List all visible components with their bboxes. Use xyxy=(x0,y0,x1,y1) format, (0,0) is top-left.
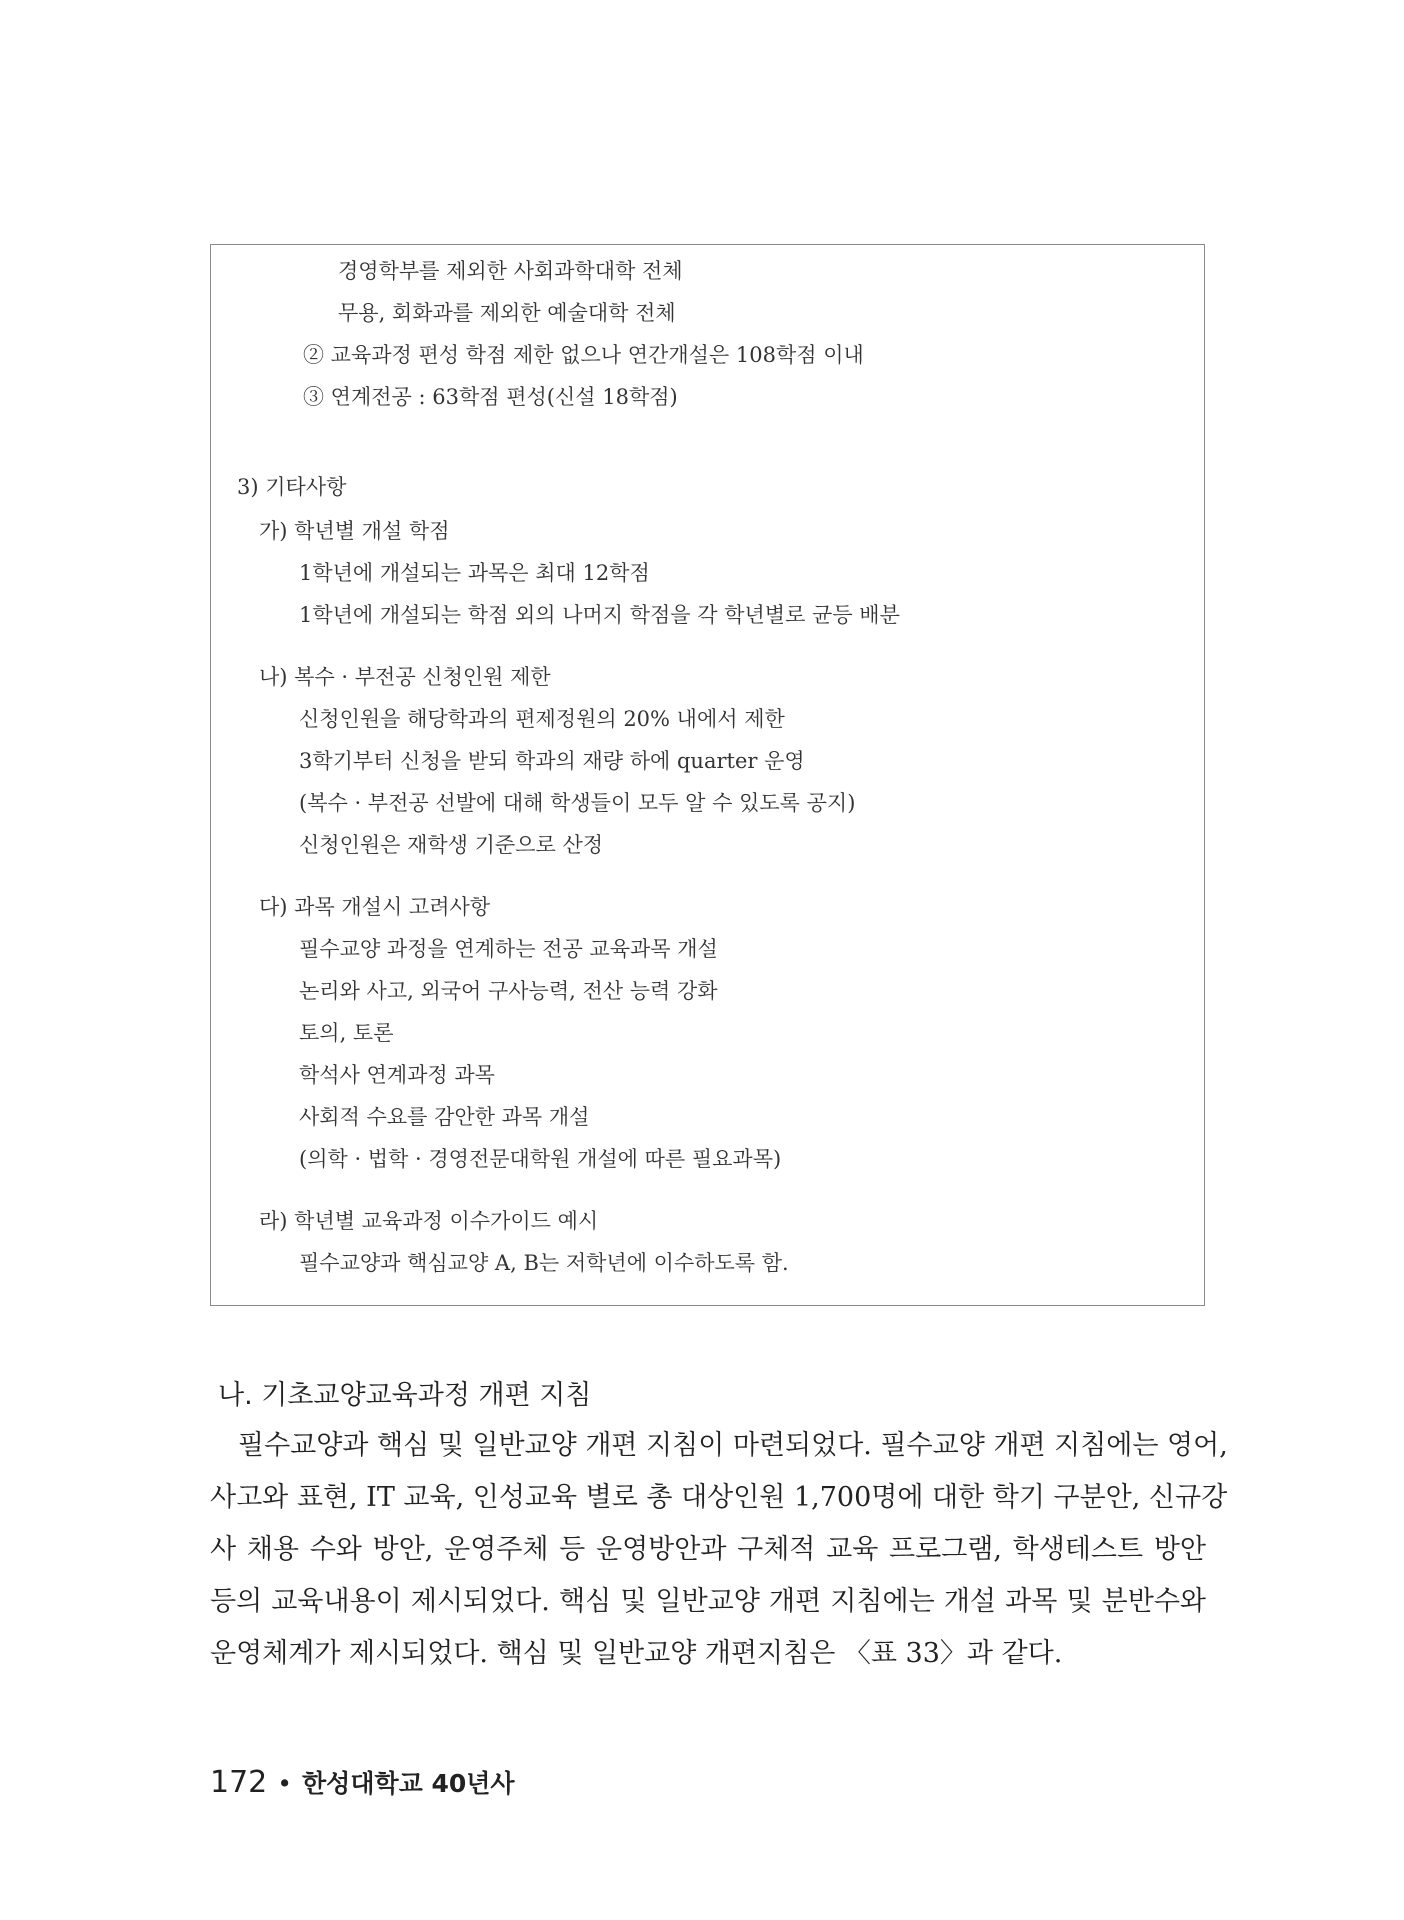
box-line: 경영학부를 제외한 사회과학대학 전체 xyxy=(338,259,683,283)
page-number: 172 xyxy=(210,1765,268,1800)
box-heading: 3) 기타사항 xyxy=(237,475,347,499)
footer-bullet: • xyxy=(277,1769,293,1798)
box-subheading: 나) 복수 · 부전공 신청인원 제한 xyxy=(259,665,551,689)
box-line: 1학년에 개설되는 학점 외의 나머지 학점을 각 학년별로 균등 배분 xyxy=(299,603,900,627)
box-line: (복수 · 부전공 선발에 대해 학생들이 모두 알 수 있도록 공지) xyxy=(299,791,856,815)
box-line: 토의, 토론 xyxy=(299,1021,394,1045)
box-line: ② 교육과정 편성 학점 제한 없으나 연간개설은 108학점 이내 xyxy=(303,343,864,367)
paragraph-line: 운영체계가 제시되었다. 핵심 및 일반교양 개편지침은 〈표 33〉과 같다. xyxy=(210,1638,1063,1669)
box-line: ③ 연계전공 : 63학점 편성(신설 18학점) xyxy=(303,385,678,409)
box-line: 무용, 회화과를 제외한 예술대학 전체 xyxy=(338,301,676,325)
box-line: 신청인원을 해당학과의 편제정원의 20% 내에서 제한 xyxy=(299,707,785,731)
content-box xyxy=(210,244,1205,1306)
box-subheading: 라) 학년별 교육과정 이수가이드 예시 xyxy=(259,1209,599,1233)
section-paragraph xyxy=(210,1420,1228,1680)
box-line: 1학년에 개설되는 과목은 최대 12학점 xyxy=(299,561,650,585)
box-subheading: 다) 과목 개설시 고려사항 xyxy=(259,895,491,919)
box-line: 신청인원은 재학생 기준으로 산정 xyxy=(299,833,604,857)
box-line: 3학기부터 신청을 받되 학과의 재량 하에 quarter 운영 xyxy=(299,749,805,773)
box-line: 논리와 사고, 외국어 구사능력, 전산 능력 강화 xyxy=(299,979,718,1003)
box-line: (의학 · 법학 · 경영전문대학원 개설에 따른 필요과목) xyxy=(299,1147,782,1171)
box-line: 사회적 수요를 감안한 과목 개설 xyxy=(299,1105,590,1129)
paragraph-line: 사 채용 수와 방안, 운영주체 등 운영방안과 구체적 교육 프로그램, 학생테스트 방안 xyxy=(210,1534,1206,1565)
box-line: 필수교양과 핵심교양 A, B는 저학년에 이수하도록 함. xyxy=(299,1251,789,1275)
paragraph-line: 등의 교육내용이 제시되었다. 핵심 및 일반교양 개편 지침에는 개설 과목 및 분반수와 xyxy=(210,1586,1206,1617)
section-title: 나. 기초교양교육과정 개편 지침 xyxy=(218,1380,592,1411)
box-subheading: 가) 학년별 개설 학점 xyxy=(259,519,450,543)
paragraph-line: 필수교양과 핵심 및 일반교양 개편 지침이 마련되었다. 필수교양 개편 지침에는 영어, xyxy=(238,1430,1228,1461)
paragraph-line: 사고와 표현, IT 교육, 인성교육 별로 총 대상인원 1,700명에 대한 학기 구분안, 신규강 xyxy=(210,1482,1228,1513)
book-title: 한성대학교 40년사 xyxy=(302,1769,515,1798)
box-line: 필수교양 과정을 연계하는 전공 교육과목 개설 xyxy=(299,937,718,961)
page-footer xyxy=(210,1765,515,1802)
box-line: 학석사 연계과정 과목 xyxy=(299,1063,495,1087)
